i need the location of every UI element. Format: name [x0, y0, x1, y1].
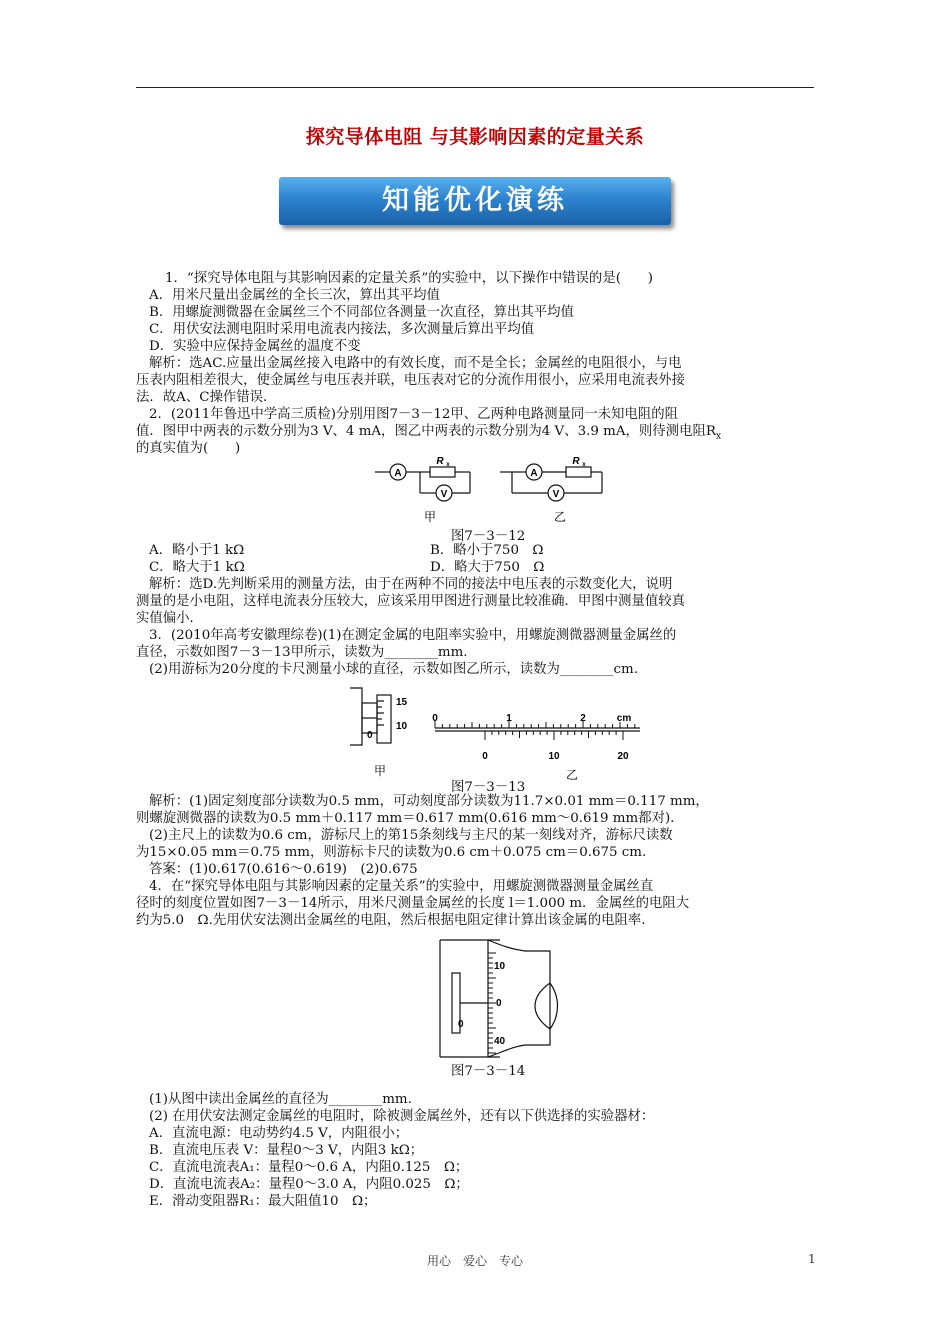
figure-caption: 图7－3－13 [451, 780, 526, 795]
text-line: B．用螺旋测微器在金属丝三个不同部位各测量一次直径，算出其平均值 [149, 305, 574, 320]
text-line: 实值偏小． [136, 611, 203, 626]
tick-label: 40 [494, 1036, 506, 1047]
text-line: 答案：(1)0.617(0.616～0.619) (2)0.675 [149, 862, 418, 877]
option: C．略大于1 kΩ [149, 560, 245, 575]
tick-label: 0 [496, 998, 502, 1009]
text-line: 1．“探究导体电阻与其影响因素的定量关系”的实验中，以下操作中错误的是( ) [165, 271, 653, 286]
text-line: 3．(2010年高考安徽理综卷)(1)在测定金属的电阻率实验中，用螺旋测微器测量金属丝的 [149, 628, 677, 643]
text-line: 压表内阻相差很大，使金属丝与电压表并联，电压表对它的分流作用很小，应采用电流表外接 [136, 373, 686, 388]
tick-label: 0 [367, 730, 373, 741]
figure-label-a: 甲 [373, 764, 387, 778]
text-line: (2) 在用伏安法测定金属丝的电阻时，除被测金属丝外，还有以下供选择的实验器材： [149, 1109, 655, 1124]
tick-label: 2 [580, 713, 586, 724]
text-line: (2)主尺上的读数为0.6 cm，游标尺上的第15条刻线与主尺的某一刻线对齐，游标尺读数 [149, 828, 673, 843]
measurement-figure-13 [340, 683, 650, 783]
tick-label: 20 [617, 751, 629, 762]
text-line: (1)从图中读出金属丝的直径为________mm. [149, 1092, 412, 1107]
text-line: 径时的刻度位置如图7－3－14所示，用米尺测量金属丝的长度 l＝1.000 m．金属丝的电阻大 [136, 896, 690, 911]
text-line: (2)用游标为20分度的卡尺测量小球的直径，示数如图乙所示，读数为________cm. [149, 662, 638, 677]
tick-label: 10 [396, 721, 408, 732]
header-rule [136, 87, 814, 88]
micrometer-figure-14 [430, 935, 570, 1065]
resistor-label: R [572, 456, 580, 467]
text-line: 测量的是小电阻，这样电流表分压较大，应该采用甲图进行测量比较准确．甲图中测量值较真 [136, 594, 686, 609]
text-line: C．用伏安法测电阻时采用电流表内接法，多次测量后算出平均值 [149, 322, 535, 337]
text-line: A．直流电源：电动势约4.5 V，内阻很小； [149, 1126, 409, 1141]
text-line: D．实验中应保持金属丝的温度不变 [149, 339, 361, 354]
figure-caption: 图7－3－14 [451, 1064, 526, 1079]
tick-label: 0 [482, 751, 488, 762]
text-line: A．用米尺量出金属丝的全长三次，算出其平均值 [149, 288, 440, 303]
page-number: 1 [808, 1252, 816, 1266]
ammeter-label: A [394, 468, 402, 479]
text-line: 解析：(1)固定刻度部分读数为0.5 mm，可动刻度部分读数为11.7×0.01 mm＝0.117 mm， [149, 794, 709, 809]
tick-label: 15 [396, 697, 408, 708]
section-banner: 知能优化演练 [279, 177, 671, 225]
tick-label: cm [616, 713, 632, 724]
resistor-label: R [436, 456, 444, 467]
figure-label-b: 乙 [565, 768, 579, 782]
text-line: C．直流电流表A₁：量程0～0.6 A，内阻0.125 Ω； [149, 1160, 469, 1175]
text-line: B．直流电压表 V：量程0～3 V，内阻3 kΩ； [149, 1143, 424, 1158]
text-line: 则螺旋测微器的读数为0.5 mm＋0.117 mm＝0.617 mm(0.616 mm～0.619 mm都对)． [136, 811, 684, 826]
text-line: D．直流电流表A₂：量程0～3.0 A，内阻0.025 Ω； [149, 1177, 469, 1192]
page-footer: 用心 爱心 专心 [426, 1254, 523, 1268]
figure-label-b: 乙 [553, 510, 567, 524]
text-line: E．滑动变阻器R₁：最大阻值10 Ω； [149, 1194, 377, 1209]
tick-label: 10 [494, 961, 506, 972]
text-line: 的真实值为( ) [136, 441, 241, 456]
option: A．略小于1 kΩ [149, 543, 245, 558]
text-line: 约为5.0 Ω.先用伏安法测出金属丝的电阻，然后根据电阻定律计算出该金属的电阻率． [136, 913, 655, 928]
text-line: 解析：选D.先判断采用的测量方法，由于在两种不同的接法中电压表的示数变化大，说明 [149, 577, 673, 592]
resistor-subscript: x [446, 462, 450, 468]
resistor-subscript: x [582, 462, 586, 468]
ammeter-label: A [530, 468, 538, 479]
figure-label-a: 甲 [423, 510, 437, 524]
text-line: 直径，示数如图7－3－13甲所示，读数为________mm. [136, 645, 468, 660]
option: D．略大于750 Ω [430, 560, 545, 575]
text-line: 为15×0.05 mm＝0.75 mm，则游标卡尺的读数为0.6 cm＋0.075 cm＝0.675 cm. [136, 845, 647, 860]
voltmeter-label: V [440, 489, 448, 500]
tick-label: 1 [506, 713, 512, 724]
tick-label: 10 [548, 751, 560, 762]
voltmeter-label: V [552, 489, 560, 500]
text-line: 解析：选AC.应量出金属丝接入电路中的有效长度，而不是全长；金属丝的电阻很小，与电 [149, 356, 682, 371]
text-line: 值．图甲中两表的示数分别为3 V、4 mA，图乙中两表的示数分别为4 V、3.9 mA，则待测电阻$R_x$ [136, 424, 722, 442]
option: B．略小于750 Ω [430, 543, 544, 558]
figure-caption: 图7－3－12 [451, 529, 526, 544]
text-line: 法．故A、C操作错误． [136, 390, 277, 405]
tick-label: 0 [458, 1019, 464, 1030]
text-line: 2．(2011年鲁迅中学高三质检)分别用图7－3－12甲、乙两种电路测量同一未知电阻的阻 [149, 407, 679, 422]
text-line: 4．在“探究导体电阻与其影响因素的定量关系”的实验中，用螺旋测微器测量金属丝直 [149, 879, 654, 894]
page-title: 探究导体电阻 与其影响因素的定量关系 [305, 126, 645, 148]
tick-label: 0 [432, 713, 438, 724]
